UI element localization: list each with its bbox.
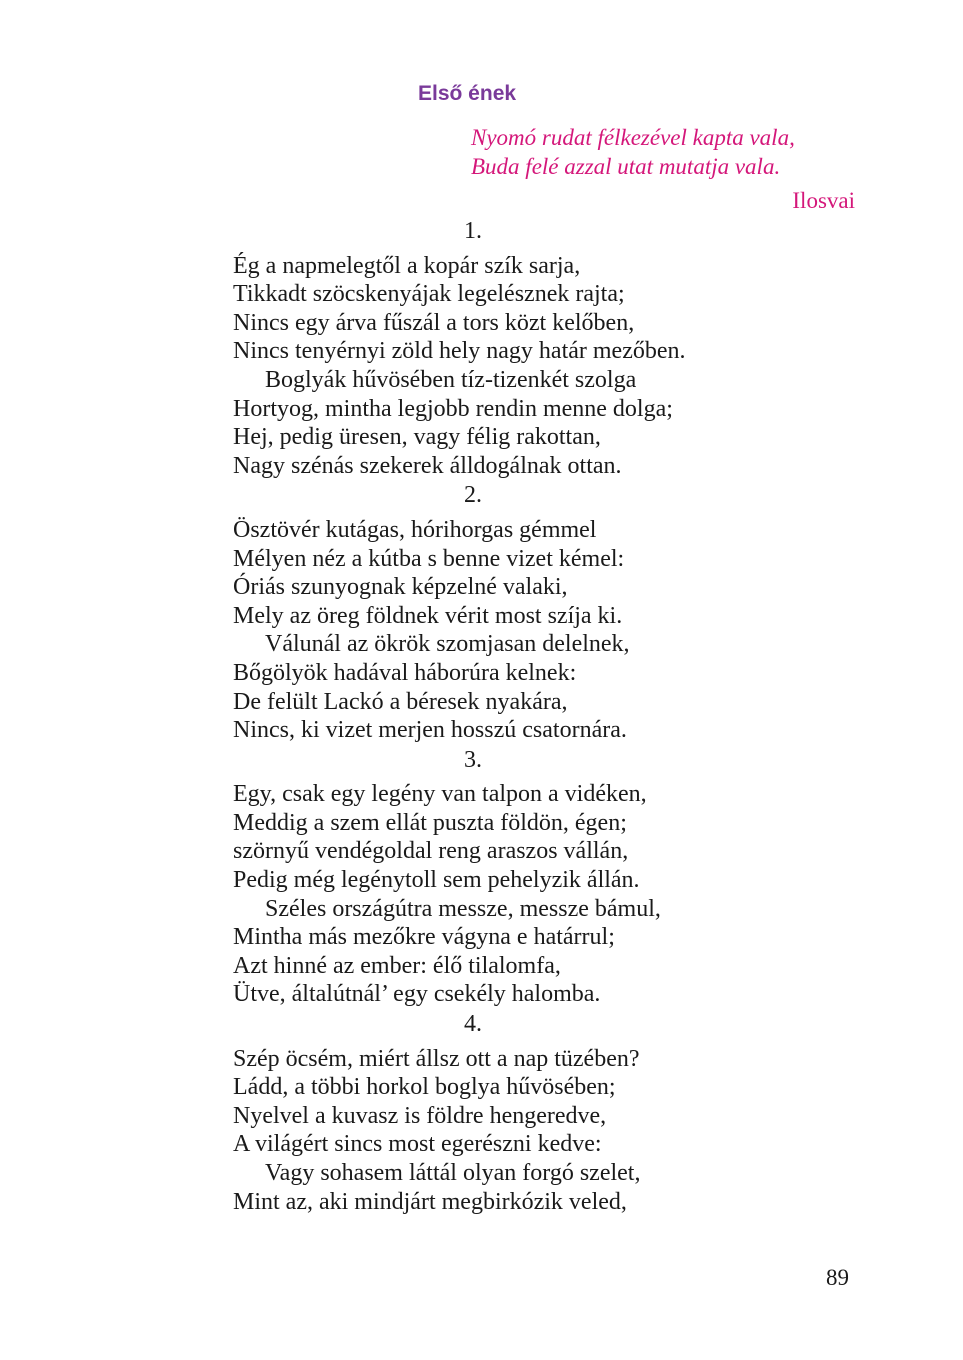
- verse-line: Mint az, aki mindjárt megbirkózik veled,: [233, 1188, 627, 1215]
- verse-line: A világért sincs most egerészni kedve:: [233, 1131, 602, 1158]
- verse-line: Ütve, általútnál’ egy csekély halomba.: [233, 981, 601, 1008]
- verse-line: Mélyen néz a kútba s benne vizet kémel:: [233, 545, 625, 572]
- verse-line: Nincs egy árva fűszál a tors közt kelőben,: [233, 309, 635, 336]
- verse-line: Mely az öreg földnek vérit most szíja ki.: [233, 602, 623, 629]
- verse-line: Meddig a szem ellát puszta földön, égen;: [233, 809, 627, 836]
- epigraph: [471, 123, 861, 215]
- canto-title: Első ének: [418, 82, 517, 105]
- stanza-number: 2.: [464, 482, 482, 509]
- verse-line: Nyelvel a kuvasz is földre hengeredve,: [233, 1102, 607, 1129]
- verse-line: Egy, csak egy legény van talpon a vidéken,: [233, 781, 647, 808]
- verse-line: Ösztövér kutágas, hórihorgas gémmel: [233, 516, 597, 543]
- epigraph-author: Ilosvai: [792, 188, 855, 213]
- verse-line: Nincs tenyérnyi zöld hely nagy határ mezőben.: [233, 338, 686, 365]
- verse-line: Ég a napmelegtől a kopár szík sarja,: [233, 252, 581, 279]
- verse-line: Mintha más mezőkre vágyna e határrul;: [233, 924, 615, 951]
- verse-line: Válunál az ökrök szomjasan delelnek,: [265, 631, 630, 658]
- verse-line: Nincs, ki vizet merjen hosszú csatornára.: [233, 717, 627, 744]
- verse-line: Hej, pedig üresen, vagy félig rakottan,: [233, 424, 601, 451]
- verse-line: Hortyog, mintha legjobb rendin menne dolga;: [233, 395, 673, 422]
- verse-line: De felült Lackó a béresek nyakára,: [233, 688, 568, 715]
- epigraph-line: Nyomó rudat félkezével kapta vala,: [471, 125, 795, 150]
- stanza-number: 3.: [464, 746, 482, 773]
- page-number: 89: [826, 1265, 849, 1290]
- verse-line: Boglyák hűvösében tíz-tizenkét szolga: [265, 366, 637, 393]
- verse-line: Óriás szunyognak képzelné valaki,: [233, 574, 568, 601]
- epigraph-line: Buda felé azzal utat mutatja vala.: [471, 154, 781, 179]
- verse-line: Bőgölyök hadával háborúra kelnek:: [233, 659, 577, 686]
- verse-line: Nagy szénás szekerek álldogálnak ottan.: [233, 452, 622, 479]
- verse-line: Pedig még legénytoll sem pehelyzik állán.: [233, 867, 640, 894]
- stanza-number: 4.: [464, 1011, 482, 1038]
- stanza-number: 1.: [464, 218, 482, 244]
- verse-line: Azt hinné az ember: élő tilalomfa,: [233, 952, 561, 979]
- verse-line: Széles országútra messze, messze bámul,: [265, 895, 661, 922]
- verse-line: Ládd, a többi horkol boglya hűvösében;: [233, 1074, 616, 1101]
- verse-line: Szép öcsém, miért állsz ott a nap tüzében?: [233, 1045, 640, 1072]
- verse-line: Vagy sohasem láttál olyan forgó szelet,: [265, 1160, 641, 1186]
- poem-body: [233, 216, 833, 1216]
- verse-line: Tikkadt szöcskenyájak legelésznek rajta;: [233, 281, 625, 308]
- verse-line: szörnyű vendégoldal reng araszos vállán,: [233, 838, 629, 865]
